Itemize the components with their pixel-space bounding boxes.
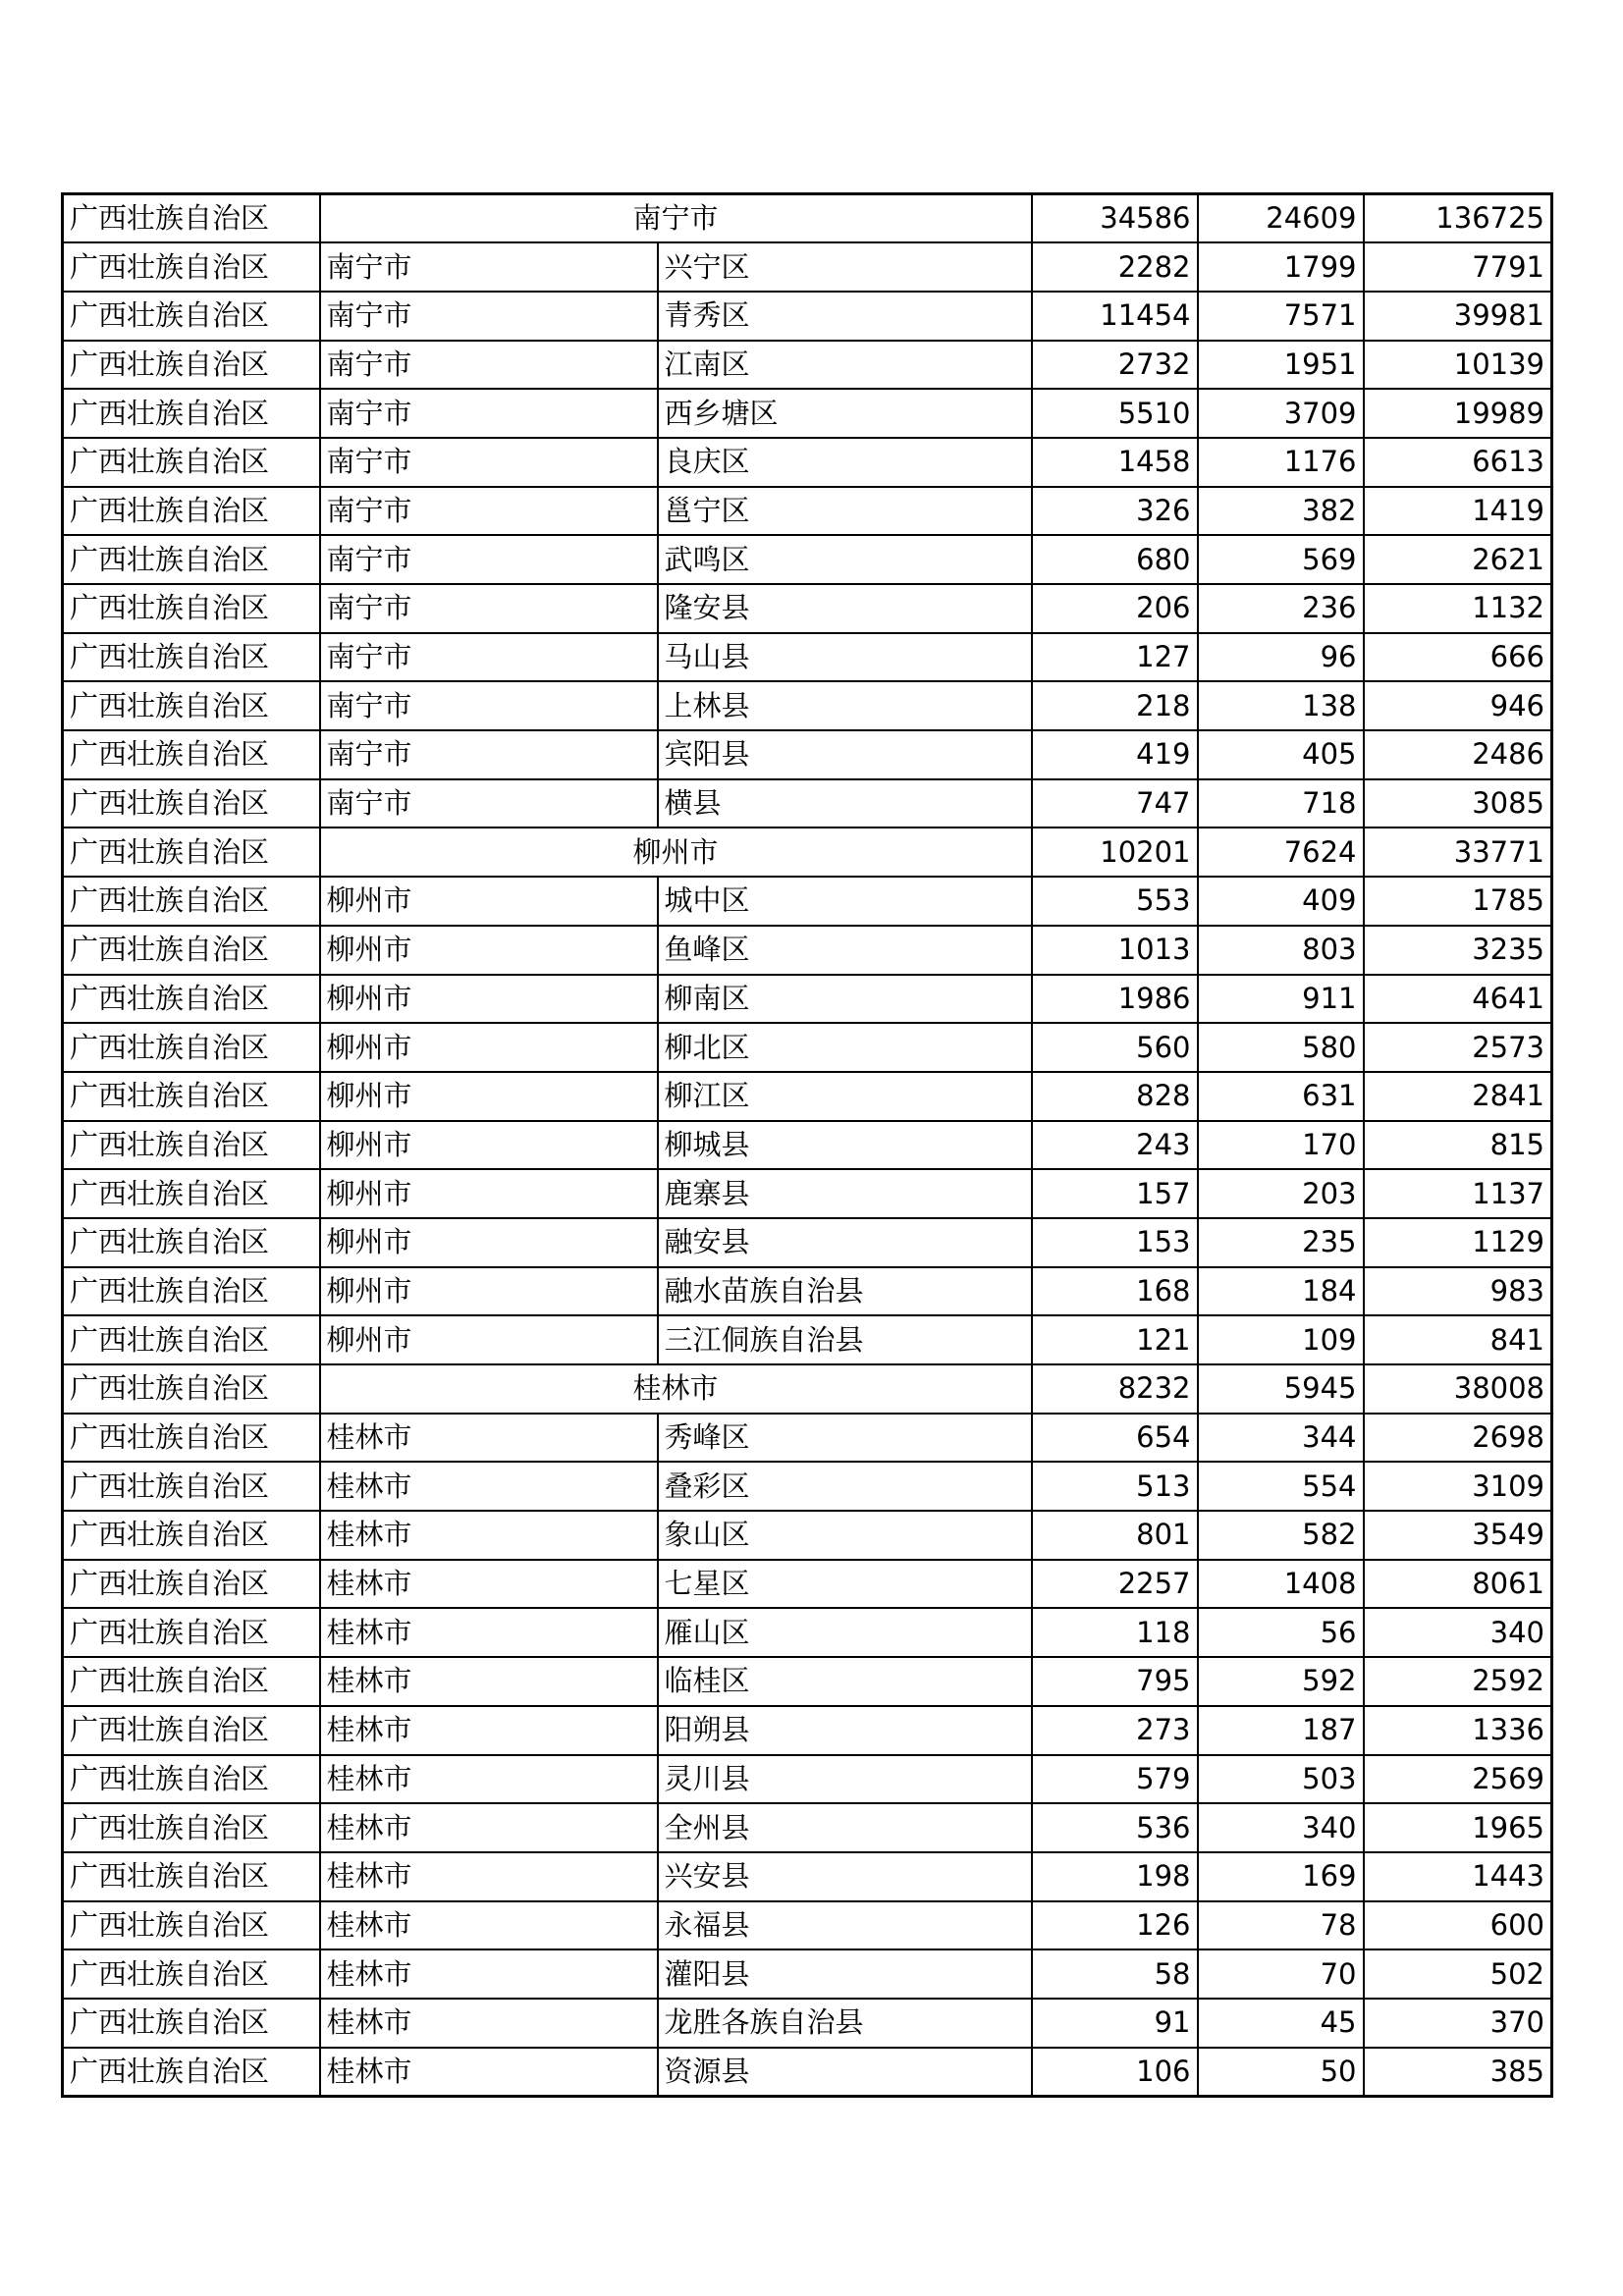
district-cell: 西乡塘区: [658, 389, 1032, 438]
value-cell-1: 654: [1032, 1414, 1198, 1463]
table-row: [63, 1657, 1552, 1706]
province-cell: 广西壮族自治区: [63, 633, 320, 682]
table-row: [63, 1803, 1552, 1852]
district-cell: 青秀区: [658, 292, 1032, 341]
value-cell-2: 3709: [1198, 389, 1364, 438]
value-cell-1: 828: [1032, 1072, 1198, 1121]
value-cell-1: 419: [1032, 730, 1198, 779]
value-cell-1: 8232: [1032, 1364, 1198, 1414]
value-cell-3: 1419: [1364, 487, 1552, 536]
province-cell: 广西壮族自治区: [63, 1608, 320, 1657]
district-cell: 兴宁区: [658, 242, 1032, 292]
city-total-row: [63, 194, 1552, 243]
value-cell-1: 553: [1032, 877, 1198, 926]
statistics-table: [61, 192, 1553, 2098]
value-cell-1: 2282: [1032, 242, 1198, 292]
table-row: [63, 730, 1552, 779]
city-cell: 桂林市: [320, 2048, 658, 2097]
value-cell-3: 1137: [1364, 1169, 1552, 1218]
value-cell-2: 7624: [1198, 828, 1364, 877]
city-cell: 柳州市: [320, 1218, 658, 1267]
value-cell-2: 1408: [1198, 1560, 1364, 1609]
table-row: [63, 1706, 1552, 1755]
value-cell-2: 580: [1198, 1023, 1364, 1072]
province-cell: 广西壮族自治区: [63, 1267, 320, 1316]
province-cell: 广西壮族自治区: [63, 730, 320, 779]
province-cell: 广西壮族自治区: [63, 194, 320, 243]
city-cell: 桂林市: [320, 1803, 658, 1852]
province-cell: 广西壮族自治区: [63, 1315, 320, 1364]
district-cell: 象山区: [658, 1511, 1032, 1560]
value-cell-2: 7571: [1198, 292, 1364, 341]
table-row: [63, 1608, 1552, 1657]
district-cell: 宾阳县: [658, 730, 1032, 779]
value-cell-1: 560: [1032, 1023, 1198, 1072]
value-cell-2: 1176: [1198, 438, 1364, 487]
value-cell-3: 3109: [1364, 1462, 1552, 1511]
value-cell-1: 121: [1032, 1315, 1198, 1364]
city-total-label: 柳州市: [320, 828, 1032, 877]
value-cell-3: 1336: [1364, 1706, 1552, 1755]
value-cell-1: 536: [1032, 1803, 1198, 1852]
district-cell: 龙胜各族自治县: [658, 1999, 1032, 2048]
city-cell: 柳州市: [320, 975, 658, 1024]
city-cell: 南宁市: [320, 584, 658, 633]
value-cell-3: 39981: [1364, 292, 1552, 341]
value-cell-1: 747: [1032, 779, 1198, 828]
district-cell: 江南区: [658, 341, 1032, 390]
value-cell-1: 1013: [1032, 926, 1198, 975]
city-cell: 南宁市: [320, 779, 658, 828]
value-cell-1: 11454: [1032, 292, 1198, 341]
city-cell: 柳州市: [320, 1169, 658, 1218]
value-cell-2: 1951: [1198, 341, 1364, 390]
city-cell: 柳州市: [320, 1267, 658, 1316]
table-row: [63, 1414, 1552, 1463]
value-cell-2: 5945: [1198, 1364, 1364, 1414]
city-total-row: [63, 828, 1552, 877]
value-cell-1: 795: [1032, 1657, 1198, 1706]
value-cell-3: 7791: [1364, 242, 1552, 292]
city-total-label: 桂林市: [320, 1364, 1032, 1414]
district-cell: 灵川县: [658, 1755, 1032, 1804]
district-cell: 灌阳县: [658, 1949, 1032, 1999]
value-cell-2: 50: [1198, 2048, 1364, 2097]
province-cell: 广西壮族自治区: [63, 1706, 320, 1755]
value-cell-3: 385: [1364, 2048, 1552, 2097]
city-cell: 桂林市: [320, 1414, 658, 1463]
value-cell-2: 236: [1198, 584, 1364, 633]
value-cell-3: 841: [1364, 1315, 1552, 1364]
value-cell-1: 579: [1032, 1755, 1198, 1804]
city-cell: 桂林市: [320, 1511, 658, 1560]
city-cell: 柳州市: [320, 1023, 658, 1072]
value-cell-3: 2486: [1364, 730, 1552, 779]
table-row: [63, 292, 1552, 341]
province-cell: 广西壮族自治区: [63, 1121, 320, 1170]
value-cell-2: 911: [1198, 975, 1364, 1024]
value-cell-2: 70: [1198, 1949, 1364, 1999]
value-cell-2: 78: [1198, 1901, 1364, 1950]
value-cell-1: 680: [1032, 535, 1198, 584]
table-row: [63, 389, 1552, 438]
province-cell: 广西壮族自治区: [63, 1755, 320, 1804]
value-cell-3: 666: [1364, 633, 1552, 682]
district-cell: 叠彩区: [658, 1462, 1032, 1511]
province-cell: 广西壮族自治区: [63, 341, 320, 390]
city-cell: 南宁市: [320, 242, 658, 292]
city-cell: 柳州市: [320, 926, 658, 975]
value-cell-1: 1986: [1032, 975, 1198, 1024]
city-cell: 南宁市: [320, 633, 658, 682]
value-cell-3: 2573: [1364, 1023, 1552, 1072]
value-cell-3: 370: [1364, 1999, 1552, 2048]
table-row: [63, 2048, 1552, 2097]
value-cell-3: 3549: [1364, 1511, 1552, 1560]
city-cell: 南宁市: [320, 341, 658, 390]
value-cell-2: 409: [1198, 877, 1364, 926]
value-cell-3: 1785: [1364, 877, 1552, 926]
table-row: [63, 438, 1552, 487]
value-cell-2: 344: [1198, 1414, 1364, 1463]
value-cell-1: 118: [1032, 1608, 1198, 1657]
value-cell-2: 109: [1198, 1315, 1364, 1364]
table-row: [63, 1169, 1552, 1218]
province-cell: 广西壮族自治区: [63, 1218, 320, 1267]
value-cell-3: 340: [1364, 1608, 1552, 1657]
table-row: [63, 1755, 1552, 1804]
province-cell: 广西壮族自治区: [63, 828, 320, 877]
district-cell: 兴安县: [658, 1852, 1032, 1901]
province-cell: 广西壮族自治区: [63, 926, 320, 975]
value-cell-2: 340: [1198, 1803, 1364, 1852]
province-cell: 广西壮族自治区: [63, 1949, 320, 1999]
city-cell: 桂林市: [320, 1999, 658, 2048]
value-cell-2: 45: [1198, 1999, 1364, 2048]
province-cell: 广西壮族自治区: [63, 1364, 320, 1414]
value-cell-1: 801: [1032, 1511, 1198, 1560]
value-cell-2: 569: [1198, 535, 1364, 584]
city-cell: 南宁市: [320, 730, 658, 779]
value-cell-1: 218: [1032, 681, 1198, 730]
province-cell: 广西壮族自治区: [63, 1511, 320, 1560]
table-row: [63, 584, 1552, 633]
value-cell-1: 168: [1032, 1267, 1198, 1316]
city-cell: 桂林市: [320, 1901, 658, 1950]
value-cell-2: 631: [1198, 1072, 1364, 1121]
district-cell: 柳城县: [658, 1121, 1032, 1170]
value-cell-3: 3235: [1364, 926, 1552, 975]
value-cell-2: 203: [1198, 1169, 1364, 1218]
value-cell-3: 33771: [1364, 828, 1552, 877]
value-cell-1: 326: [1032, 487, 1198, 536]
table-body: [63, 194, 1552, 2097]
value-cell-3: 8061: [1364, 1560, 1552, 1609]
city-cell: 桂林市: [320, 1560, 658, 1609]
district-cell: 融水苗族自治县: [658, 1267, 1032, 1316]
value-cell-2: 718: [1198, 779, 1364, 828]
district-cell: 隆安县: [658, 584, 1032, 633]
table-row: [63, 1121, 1552, 1170]
district-cell: 七星区: [658, 1560, 1032, 1609]
province-cell: 广西壮族自治区: [63, 779, 320, 828]
table-row: [63, 242, 1552, 292]
value-cell-1: 273: [1032, 1706, 1198, 1755]
value-cell-3: 502: [1364, 1949, 1552, 1999]
district-cell: 柳江区: [658, 1072, 1032, 1121]
value-cell-2: 405: [1198, 730, 1364, 779]
province-cell: 广西壮族自治区: [63, 1803, 320, 1852]
table-row: [63, 975, 1552, 1024]
value-cell-1: 153: [1032, 1218, 1198, 1267]
value-cell-1: 91: [1032, 1999, 1198, 2048]
value-cell-1: 126: [1032, 1901, 1198, 1950]
district-cell: 永福县: [658, 1901, 1032, 1950]
value-cell-2: 24609: [1198, 194, 1364, 243]
value-cell-2: 138: [1198, 681, 1364, 730]
value-cell-3: 815: [1364, 1121, 1552, 1170]
province-cell: 广西壮族自治区: [63, 1901, 320, 1950]
city-cell: 桂林市: [320, 1706, 658, 1755]
value-cell-1: 157: [1032, 1169, 1198, 1218]
value-cell-3: 38008: [1364, 1364, 1552, 1414]
province-cell: 广西壮族自治区: [63, 1852, 320, 1901]
table-row: [63, 633, 1552, 682]
city-cell: 柳州市: [320, 877, 658, 926]
value-cell-2: 169: [1198, 1852, 1364, 1901]
value-cell-2: 96: [1198, 633, 1364, 682]
table-row: [63, 779, 1552, 828]
province-cell: 广西壮族自治区: [63, 1999, 320, 2048]
table-row: [63, 1852, 1552, 1901]
city-cell: 桂林市: [320, 1657, 658, 1706]
table-row: [63, 487, 1552, 536]
value-cell-2: 582: [1198, 1511, 1364, 1560]
value-cell-3: 10139: [1364, 341, 1552, 390]
value-cell-3: 3085: [1364, 779, 1552, 828]
city-cell: 桂林市: [320, 1949, 658, 1999]
value-cell-1: 513: [1032, 1462, 1198, 1511]
value-cell-2: 503: [1198, 1755, 1364, 1804]
value-cell-3: 983: [1364, 1267, 1552, 1316]
district-cell: 阳朔县: [658, 1706, 1032, 1755]
value-cell-1: 127: [1032, 633, 1198, 682]
province-cell: 广西壮族自治区: [63, 487, 320, 536]
value-cell-3: 2841: [1364, 1072, 1552, 1121]
value-cell-3: 2621: [1364, 535, 1552, 584]
province-cell: 广西壮族自治区: [63, 1657, 320, 1706]
city-cell: 柳州市: [320, 1072, 658, 1121]
value-cell-1: 106: [1032, 2048, 1198, 2097]
district-cell: 鱼峰区: [658, 926, 1032, 975]
city-cell: 桂林市: [320, 1608, 658, 1657]
district-cell: 邕宁区: [658, 487, 1032, 536]
city-cell: 南宁市: [320, 681, 658, 730]
value-cell-1: 10201: [1032, 828, 1198, 877]
city-total-row: [63, 1364, 1552, 1414]
table-row: [63, 1560, 1552, 1609]
city-cell: 桂林市: [320, 1755, 658, 1804]
province-cell: 广西壮族自治区: [63, 389, 320, 438]
city-cell: 南宁市: [320, 487, 658, 536]
district-cell: 武鸣区: [658, 535, 1032, 584]
value-cell-2: 803: [1198, 926, 1364, 975]
city-cell: 南宁市: [320, 535, 658, 584]
district-cell: 资源县: [658, 2048, 1032, 2097]
district-cell: 秀峰区: [658, 1414, 1032, 1463]
value-cell-2: 170: [1198, 1121, 1364, 1170]
district-cell: 雁山区: [658, 1608, 1032, 1657]
province-cell: 广西壮族自治区: [63, 1462, 320, 1511]
table-row: [63, 1511, 1552, 1560]
value-cell-3: 946: [1364, 681, 1552, 730]
value-cell-1: 1458: [1032, 438, 1198, 487]
table-row: [63, 1462, 1552, 1511]
city-cell: 南宁市: [320, 389, 658, 438]
city-cell: 桂林市: [320, 1462, 658, 1511]
value-cell-3: 4641: [1364, 975, 1552, 1024]
city-cell: 南宁市: [320, 292, 658, 341]
city-cell: 柳州市: [320, 1315, 658, 1364]
district-cell: 横县: [658, 779, 1032, 828]
value-cell-3: 19989: [1364, 389, 1552, 438]
district-cell: 柳南区: [658, 975, 1032, 1024]
district-cell: 三江侗族自治县: [658, 1315, 1032, 1364]
district-cell: 城中区: [658, 877, 1032, 926]
city-total-label: 南宁市: [320, 194, 1032, 243]
value-cell-2: 554: [1198, 1462, 1364, 1511]
district-cell: 鹿寨县: [658, 1169, 1032, 1218]
table-row: [63, 1072, 1552, 1121]
value-cell-3: 2592: [1364, 1657, 1552, 1706]
province-cell: 广西壮族自治区: [63, 1169, 320, 1218]
district-cell: 马山县: [658, 633, 1032, 682]
province-cell: 广西壮族自治区: [63, 1072, 320, 1121]
table-row: [63, 681, 1552, 730]
province-cell: 广西壮族自治区: [63, 584, 320, 633]
city-cell: 桂林市: [320, 1852, 658, 1901]
province-cell: 广西壮族自治区: [63, 681, 320, 730]
province-cell: 广西壮族自治区: [63, 1414, 320, 1463]
province-cell: 广西壮族自治区: [63, 877, 320, 926]
city-cell: 柳州市: [320, 1121, 658, 1170]
table-row: [63, 1999, 1552, 2048]
value-cell-2: 1799: [1198, 242, 1364, 292]
table-row: [63, 341, 1552, 390]
table-row: [63, 535, 1552, 584]
city-cell: 南宁市: [320, 438, 658, 487]
value-cell-3: 2698: [1364, 1414, 1552, 1463]
district-cell: 全州县: [658, 1803, 1032, 1852]
value-cell-1: 2257: [1032, 1560, 1198, 1609]
province-cell: 广西壮族自治区: [63, 535, 320, 584]
table-row: [63, 1901, 1552, 1950]
district-cell: 柳北区: [658, 1023, 1032, 1072]
value-cell-2: 187: [1198, 1706, 1364, 1755]
table-row: [63, 1315, 1552, 1364]
province-cell: 广西壮族自治区: [63, 2048, 320, 2097]
table-row: [63, 1267, 1552, 1316]
district-cell: 临桂区: [658, 1657, 1032, 1706]
value-cell-1: 206: [1032, 584, 1198, 633]
value-cell-3: 1965: [1364, 1803, 1552, 1852]
table-row: [63, 1023, 1552, 1072]
district-cell: 融安县: [658, 1218, 1032, 1267]
value-cell-3: 2569: [1364, 1755, 1552, 1804]
province-cell: 广西壮族自治区: [63, 292, 320, 341]
value-cell-2: 184: [1198, 1267, 1364, 1316]
province-cell: 广西壮族自治区: [63, 1560, 320, 1609]
table-row: [63, 1218, 1552, 1267]
value-cell-3: 1129: [1364, 1218, 1552, 1267]
value-cell-1: 198: [1032, 1852, 1198, 1901]
value-cell-3: 6613: [1364, 438, 1552, 487]
value-cell-2: 592: [1198, 1657, 1364, 1706]
value-cell-1: 34586: [1032, 194, 1198, 243]
province-cell: 广西壮族自治区: [63, 975, 320, 1024]
district-cell: 上林县: [658, 681, 1032, 730]
value-cell-2: 235: [1198, 1218, 1364, 1267]
table-row: [63, 877, 1552, 926]
value-cell-2: 382: [1198, 487, 1364, 536]
value-cell-1: 243: [1032, 1121, 1198, 1170]
value-cell-3: 600: [1364, 1901, 1552, 1950]
value-cell-1: 5510: [1032, 389, 1198, 438]
value-cell-1: 2732: [1032, 341, 1198, 390]
province-cell: 广西壮族自治区: [63, 438, 320, 487]
district-cell: 良庆区: [658, 438, 1032, 487]
value-cell-3: 1443: [1364, 1852, 1552, 1901]
value-cell-1: 58: [1032, 1949, 1198, 1999]
table-row: [63, 926, 1552, 975]
value-cell-2: 56: [1198, 1608, 1364, 1657]
value-cell-3: 136725: [1364, 194, 1552, 243]
table-row: [63, 1949, 1552, 1999]
province-cell: 广西壮族自治区: [63, 242, 320, 292]
province-cell: 广西壮族自治区: [63, 1023, 320, 1072]
value-cell-3: 1132: [1364, 584, 1552, 633]
